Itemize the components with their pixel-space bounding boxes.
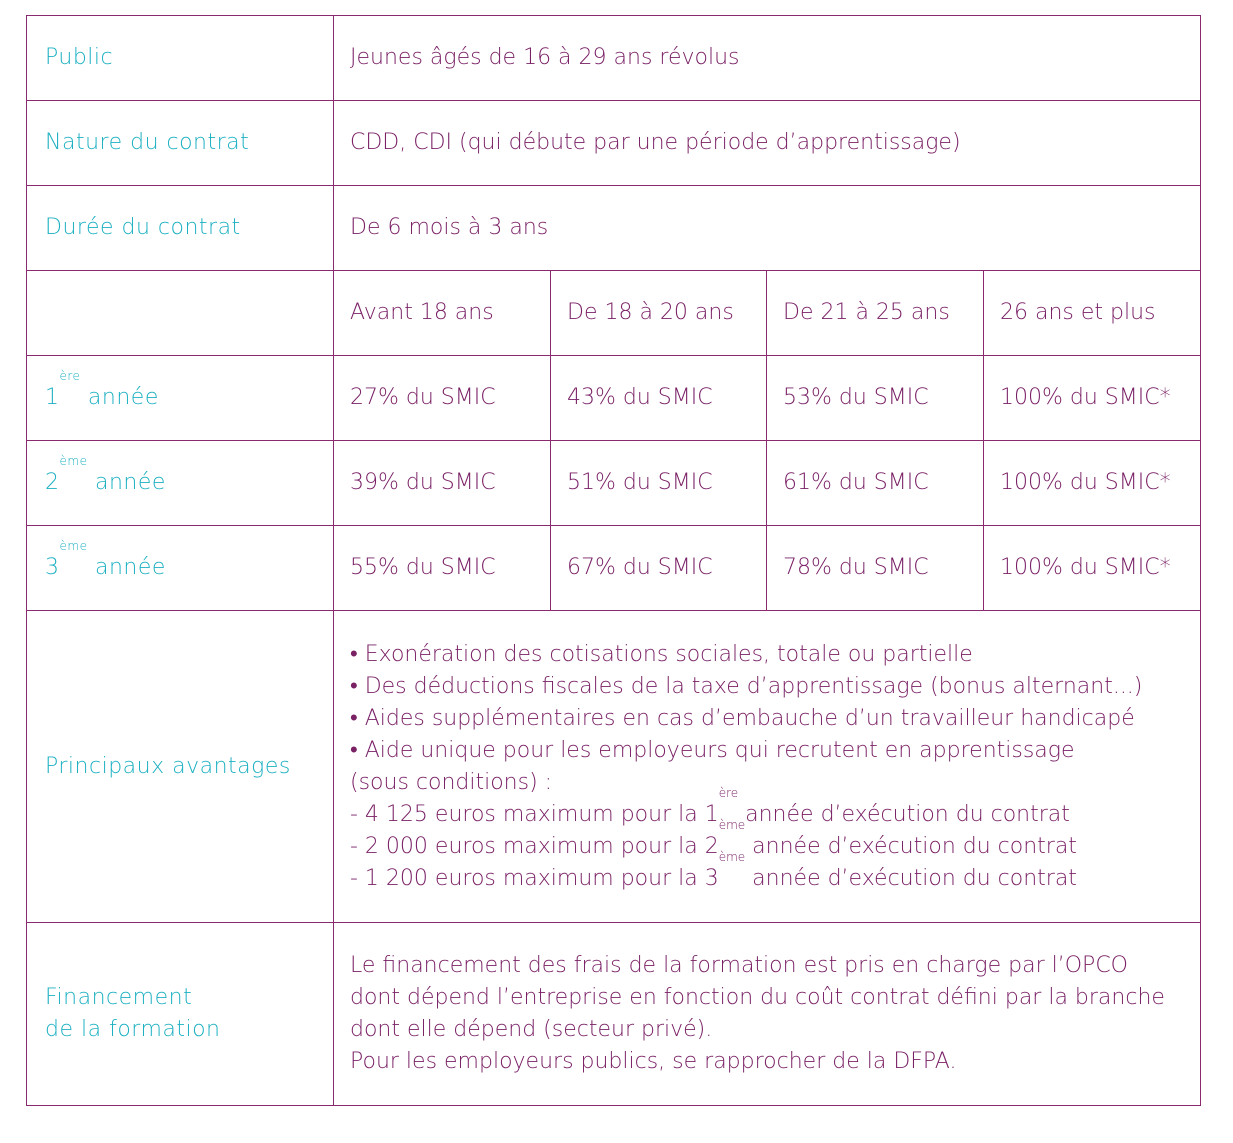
value-financement: [334, 923, 1201, 1106]
salary-cell: 55% du SMIC: [334, 526, 551, 611]
salary-cell: 100% du SMIC*: [984, 356, 1201, 441]
year-number: 3: [45, 555, 60, 580]
aid-amount-suffix: ème: [718, 849, 746, 864]
financement-text-line: Pour les employeurs publics, se rapprocher de la DFPA.: [350, 1049, 957, 1074]
row-public: [27, 16, 1201, 101]
year-suffix: ère: [59, 369, 81, 383]
row-avantages: [27, 611, 1201, 923]
age-header: 26 ans et plus: [984, 271, 1201, 356]
salary-cell: 61% du SMIC: [767, 441, 984, 526]
year-label: [27, 526, 334, 611]
financement-text-line: dont dépend l’entreprise en fonction du coût contrat défini par la branche: [350, 985, 1165, 1010]
label-financement-line: Financement: [45, 985, 193, 1010]
value-duree: De 6 mois à 3 ans: [334, 186, 1201, 271]
row-nature: [27, 101, 1201, 186]
financement-text-line: dont elle dépend (secteur privé).: [350, 1017, 713, 1042]
salary-cell: 100% du SMIC*: [984, 526, 1201, 611]
row-year-3: [27, 526, 1201, 611]
label-duree: Durée du contrat: [27, 186, 334, 271]
advantage-item: • Aides supplémentaires en cas d’embauche d’un travailleur handicapé: [350, 705, 1135, 731]
salary-cell: 43% du SMIC: [551, 356, 767, 441]
salary-cell: 51% du SMIC: [551, 441, 767, 526]
salary-cell: 78% du SMIC: [767, 526, 984, 611]
year-label: [27, 356, 334, 441]
aid-amount-text: - 1 200 euros maximum pour la 3: [350, 865, 719, 891]
year-label: [27, 441, 334, 526]
aid-amount-text: année d’exécution du contrat: [745, 833, 1077, 859]
aid-amount-text: - 4 125 euros maximum pour la 1: [350, 801, 719, 827]
aid-amount-text: année d’exécution du contrat: [745, 865, 1077, 891]
label-financement-line: de la formation: [45, 1017, 221, 1042]
financement-text-line: Le financement des frais de la formation est pris en charge par l’OPCO: [350, 953, 1128, 978]
year-suffix: ème: [59, 454, 88, 468]
year-word: année: [87, 555, 166, 580]
advantage-item: • Des déductions fiscales de la taxe d’apprentissage (bonus alternant...): [350, 673, 1143, 699]
row-financement: [27, 923, 1201, 1106]
year-word: année: [87, 470, 166, 495]
salary-cell: 53% du SMIC: [767, 356, 984, 441]
row-year-1: [27, 356, 1201, 441]
aid-amount-line: [350, 817, 1184, 863]
year-number: 2: [45, 470, 60, 495]
apprenticeship-contract-table: [26, 15, 1201, 1106]
year-word: année: [80, 385, 159, 410]
aid-amount-line: [350, 849, 1184, 895]
row-year-2: [27, 441, 1201, 526]
advantage-item: • Exonération des cotisations sociales, totale ou partielle: [350, 641, 973, 667]
aid-amount-suffix: ème: [718, 817, 746, 832]
salary-cell: 39% du SMIC: [334, 441, 551, 526]
salary-cell: 100% du SMIC*: [984, 441, 1201, 526]
value-nature: CDD, CDI (qui débute par une période d’apprentissage): [334, 101, 1201, 186]
row-age-headers: [27, 271, 1201, 356]
aid-amount-text: année d’exécution du contrat: [738, 801, 1070, 827]
year-suffix: ème: [59, 539, 88, 553]
row-duree: [27, 186, 1201, 271]
value-avantages: [334, 611, 1201, 923]
label-avantages: Principaux avantages: [27, 611, 334, 923]
aid-amount-text: - 2 000 euros maximum pour la 2: [350, 833, 719, 859]
advantage-item: • Aide unique pour les employeurs qui recrutent en apprentissage: [350, 737, 1075, 763]
salary-cell: 67% du SMIC: [551, 526, 767, 611]
conditions-note: (sous conditions) :: [350, 769, 553, 795]
label-financement: [27, 923, 334, 1106]
value-public: Jeunes âgés de 16 à 29 ans révolus: [334, 16, 1201, 101]
year-number: 1: [45, 385, 60, 410]
age-header: Avant 18 ans: [334, 271, 551, 356]
label-nature: Nature du contrat: [27, 101, 334, 186]
age-header: De 21 à 25 ans: [767, 271, 984, 356]
aid-amount-line: [350, 785, 1184, 831]
aid-amount-suffix: ère: [718, 785, 739, 800]
empty-corner-cell: [27, 271, 334, 356]
label-public: Public: [27, 16, 334, 101]
age-header: De 18 à 20 ans: [551, 271, 767, 356]
salary-cell: 27% du SMIC: [334, 356, 551, 441]
